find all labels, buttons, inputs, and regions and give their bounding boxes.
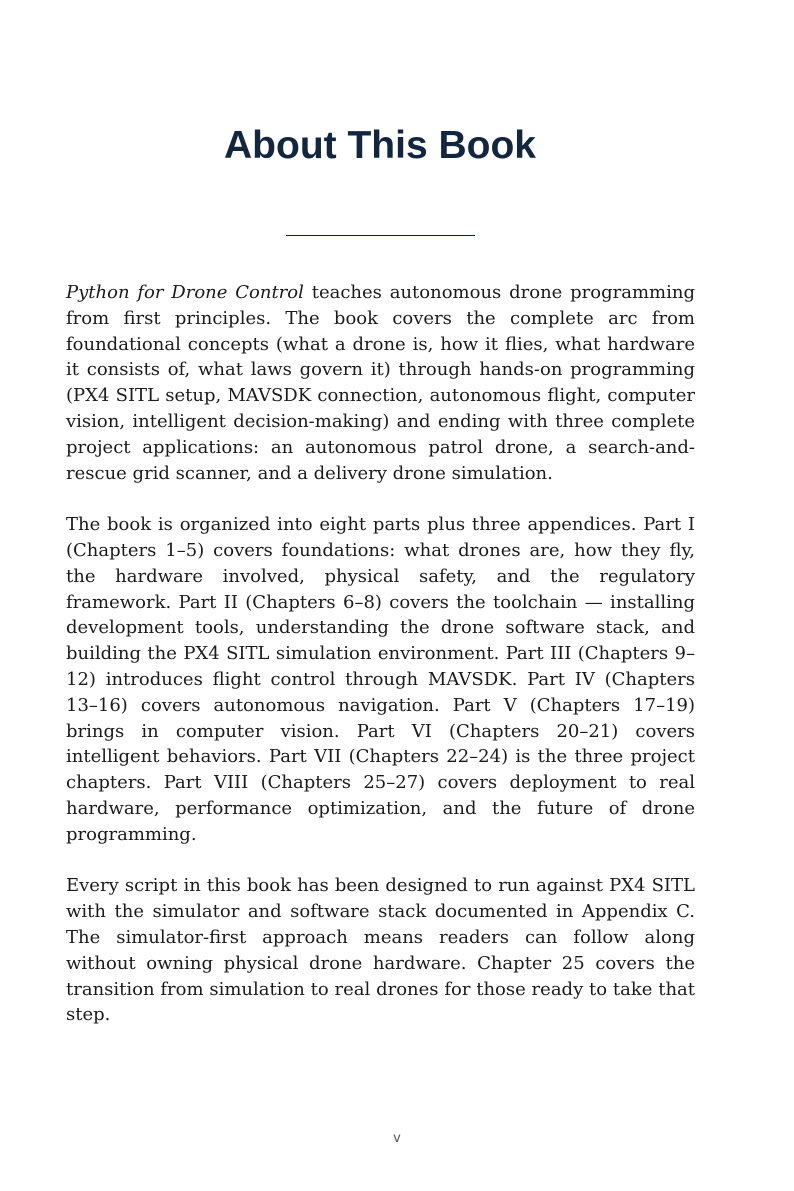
paragraph-simulation: Every script in this book has been designed to run against PX4 SITL with the simulator and software stack documented in Appendix C. The simulator-first approach means readers can follow along without owning physical drone hardware. Chapter 25 covers the transition from simulation to real drones for those ready to take that step. — [66, 875, 695, 1026]
title-divider — [286, 235, 475, 236]
paragraph-intro — [66, 280, 695, 486]
paragraph-intro-text: teaches autonomous drone programming from first principles. The book covers the complete arc from foundational concepts (what a drone is, how it flies, what hardware it consists of, what laws govern it) through hands-on programming (PX4 SITL setup, MAVSDK connection, autonomous flight, computer vision, intelligent decision-making) and ending with three complete project applications: an autonomous patrol drone, a search-and-rescue grid scanner, and a delivery drone simulation. — [66, 282, 695, 484]
page-number: v — [393, 1131, 401, 1146]
body-text — [66, 280, 695, 1028]
page-title: About This Book — [224, 124, 536, 167]
book-title-italic: Python for Drone Control — [66, 282, 304, 303]
paragraph-organization: The book is organized into eight parts plus three appendices. Part I (Chapters 1–5) covers foundations: what drones are, how they fly, the hardware involved, physical safety, and the regulatory framework. Part II (Chapters 6–8) covers the toolchain — installing development tools, understanding the drone software stack, and building the PX4 SITL simulation environment. Part III (Chapters 9–12) introduces flight control through MAVSDK. Part IV (Chapters 13–16) covers autonomous navigation. Part V (Chapters 17–19) brings in computer vision. Part VI (Chapters 20–21) covers intelligent behaviors. Part VII (Chapters 22–24) is the three project chapters. Part VIII (Chapters 25–27) covers deployment to real hardware, performance optimization, and the future of drone programming. — [66, 514, 695, 845]
